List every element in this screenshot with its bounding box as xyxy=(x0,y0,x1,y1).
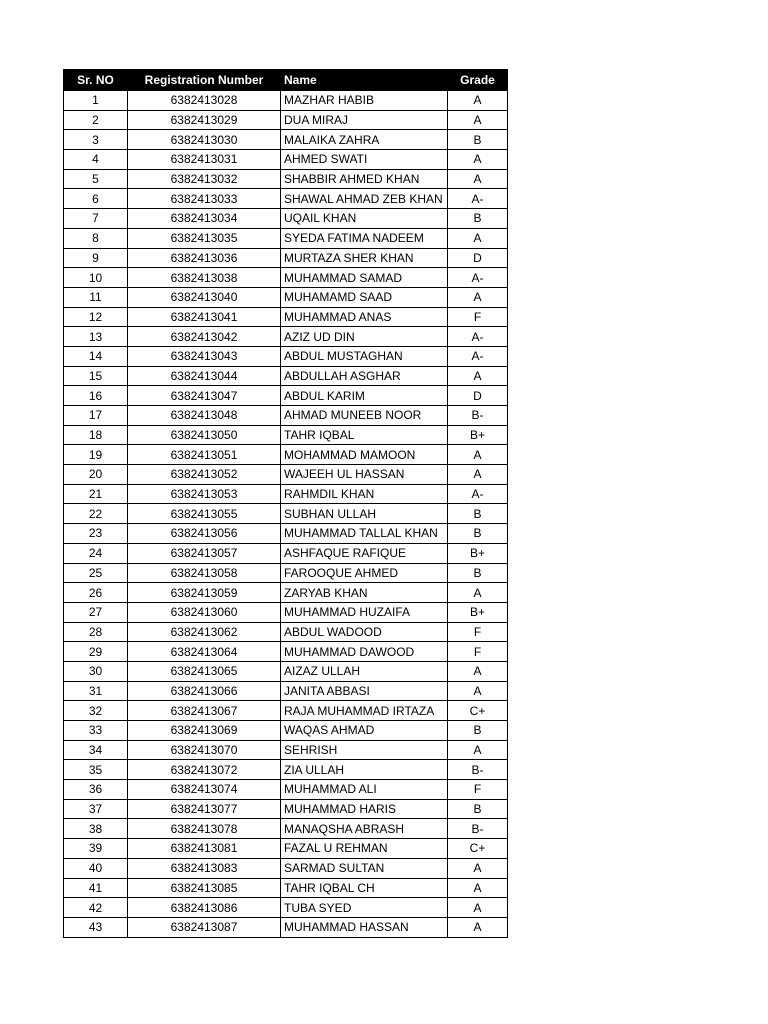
sr-no-cell: 36 xyxy=(64,780,128,800)
sr-no-cell: 32 xyxy=(64,701,128,721)
name-cell: SUBHAN ULLAH xyxy=(281,504,448,524)
name-cell: JANITA ABBASI xyxy=(281,681,448,701)
registration-number-cell: 6382413083 xyxy=(128,858,281,878)
grade-cell: B xyxy=(448,130,508,150)
registration-number-cell: 6382413042 xyxy=(128,327,281,347)
grade-cell: F xyxy=(448,642,508,662)
grade-cell: A xyxy=(448,110,508,130)
sr-no-cell: 15 xyxy=(64,366,128,386)
name-cell: MUHAMMAD ALI xyxy=(281,780,448,800)
table-row xyxy=(64,721,508,741)
name-cell: AZIZ UD DIN xyxy=(281,327,448,347)
name-cell: MUHAMAMD SAAD xyxy=(281,287,448,307)
sr-no-cell: 3 xyxy=(64,130,128,150)
sr-no-cell: 5 xyxy=(64,169,128,189)
table-row xyxy=(64,248,508,268)
grade-cell: A xyxy=(448,287,508,307)
sr-no-cell: 4 xyxy=(64,150,128,170)
grade-cell: A xyxy=(448,878,508,898)
grade-cell: B xyxy=(448,504,508,524)
sr-no-cell: 13 xyxy=(64,327,128,347)
grade-cell: F xyxy=(448,780,508,800)
table-row xyxy=(64,917,508,937)
registration-number-cell: 6382413087 xyxy=(128,917,281,937)
sr-no-cell: 41 xyxy=(64,878,128,898)
name-cell: ZARYAB KHAN xyxy=(281,583,448,603)
sr-no-cell: 29 xyxy=(64,642,128,662)
table-row xyxy=(64,524,508,544)
name-cell: MAZHAR HABIB xyxy=(281,91,448,111)
table-row xyxy=(64,858,508,878)
name-cell: WAQAS AHMAD xyxy=(281,721,448,741)
sr-no-cell: 10 xyxy=(64,268,128,288)
name-cell: MALAIKA ZAHRA xyxy=(281,130,448,150)
name-cell: TAHR IQBAL CH xyxy=(281,878,448,898)
registration-number-cell: 6382413078 xyxy=(128,819,281,839)
table-row xyxy=(64,465,508,485)
name-cell: MUHAMMAD SAMAD xyxy=(281,268,448,288)
sr-no-cell: 9 xyxy=(64,248,128,268)
table-row xyxy=(64,445,508,465)
registration-number-cell: 6382413030 xyxy=(128,130,281,150)
grade-cell: A xyxy=(448,583,508,603)
table-row xyxy=(64,681,508,701)
name-cell: SEHRISH xyxy=(281,740,448,760)
name-cell: TUBA SYED xyxy=(281,898,448,918)
table-row xyxy=(64,484,508,504)
name-cell: MUHAMMAD HARIS xyxy=(281,799,448,819)
table-row xyxy=(64,327,508,347)
sr-no-cell: 1 xyxy=(64,91,128,111)
table-row xyxy=(64,583,508,603)
grade-cell: B xyxy=(448,563,508,583)
table-row xyxy=(64,701,508,721)
grade-cell: A xyxy=(448,898,508,918)
grade-cell: A xyxy=(448,150,508,170)
sr-no-cell: 16 xyxy=(64,386,128,406)
table-row xyxy=(64,386,508,406)
name-cell: SYEDA FATIMA NADEEM xyxy=(281,228,448,248)
sr-no-cell: 8 xyxy=(64,228,128,248)
sr-no-cell: 34 xyxy=(64,740,128,760)
name-cell: SHAWAL AHMAD ZEB KHAN xyxy=(281,189,448,209)
name-cell: ABDULLAH ASGHAR xyxy=(281,366,448,386)
grade-cell: A- xyxy=(448,327,508,347)
name-cell: AIZAZ ULLAH xyxy=(281,661,448,681)
sr-no-cell: 14 xyxy=(64,346,128,366)
table-body xyxy=(64,91,508,938)
name-cell: MUHAMMAD TALLAL KHAN xyxy=(281,524,448,544)
registration-number-cell: 6382413066 xyxy=(128,681,281,701)
sr-no-cell: 39 xyxy=(64,839,128,859)
grade-cell: B xyxy=(448,209,508,229)
sr-no-cell: 7 xyxy=(64,209,128,229)
registration-number-cell: 6382413081 xyxy=(128,839,281,859)
name-cell: RAJA MUHAMMAD IRTAZA xyxy=(281,701,448,721)
name-cell: MUHAMMAD HUZAIFA xyxy=(281,602,448,622)
sr-no-cell: 18 xyxy=(64,425,128,445)
grade-cell: A xyxy=(448,228,508,248)
table-row xyxy=(64,169,508,189)
registration-number-cell: 6382413028 xyxy=(128,91,281,111)
table-row xyxy=(64,150,508,170)
grade-cell: A xyxy=(448,917,508,937)
name-cell: MUHAMMAD HASSAN xyxy=(281,917,448,937)
grade-cell: B- xyxy=(448,406,508,426)
grade-cell: A xyxy=(448,740,508,760)
grade-cell: A- xyxy=(448,484,508,504)
sr-no-cell: 33 xyxy=(64,721,128,741)
registration-number-cell: 6382413056 xyxy=(128,524,281,544)
name-cell: TAHR IQBAL xyxy=(281,425,448,445)
sr-no-cell: 12 xyxy=(64,307,128,327)
registration-number-cell: 6382413036 xyxy=(128,248,281,268)
sr-no-cell: 28 xyxy=(64,622,128,642)
table-row xyxy=(64,878,508,898)
name-cell: ABDUL MUSTAGHAN xyxy=(281,346,448,366)
sr-no-cell: 21 xyxy=(64,484,128,504)
name-cell: AHMAD MUNEEB NOOR xyxy=(281,406,448,426)
registration-number-cell: 6382413057 xyxy=(128,543,281,563)
grade-cell: A xyxy=(448,91,508,111)
table-row xyxy=(64,307,508,327)
table-row xyxy=(64,110,508,130)
sr-no-cell: 35 xyxy=(64,760,128,780)
grade-cell: C+ xyxy=(448,839,508,859)
sr-no-cell: 42 xyxy=(64,898,128,918)
header-row xyxy=(64,70,508,91)
grade-cell: A- xyxy=(448,346,508,366)
table-row xyxy=(64,346,508,366)
table-row xyxy=(64,622,508,642)
registration-number-cell: 6382413052 xyxy=(128,465,281,485)
name-cell: ABDUL KARIM xyxy=(281,386,448,406)
grade-cell: D xyxy=(448,248,508,268)
registration-number-cell: 6382413050 xyxy=(128,425,281,445)
sr-no-cell: 40 xyxy=(64,858,128,878)
registration-number-cell: 6382413041 xyxy=(128,307,281,327)
table-row xyxy=(64,268,508,288)
grade-cell: A xyxy=(448,445,508,465)
sr-no-cell: 24 xyxy=(64,543,128,563)
grade-cell: A- xyxy=(448,189,508,209)
registration-number-cell: 6382413058 xyxy=(128,563,281,583)
sr-no-cell: 25 xyxy=(64,563,128,583)
name-cell: AHMED SWATI xyxy=(281,150,448,170)
grade-cell: A xyxy=(448,366,508,386)
sr-no-cell: 38 xyxy=(64,819,128,839)
table-row xyxy=(64,819,508,839)
registration-number-cell: 6382413029 xyxy=(128,110,281,130)
grade-cell: B+ xyxy=(448,602,508,622)
header-registration-number: Registration Number xyxy=(128,70,281,91)
grade-cell: B+ xyxy=(448,425,508,445)
registration-number-cell: 6382413077 xyxy=(128,799,281,819)
name-cell: SHABBIR AHMED KHAN xyxy=(281,169,448,189)
registration-number-cell: 6382413033 xyxy=(128,189,281,209)
sr-no-cell: 43 xyxy=(64,917,128,937)
table-row xyxy=(64,189,508,209)
registration-number-cell: 6382413044 xyxy=(128,366,281,386)
table-row xyxy=(64,287,508,307)
name-cell: FAROOQUE AHMED xyxy=(281,563,448,583)
name-cell: ZIA ULLAH xyxy=(281,760,448,780)
sr-no-cell: 17 xyxy=(64,406,128,426)
registration-number-cell: 6382413062 xyxy=(128,622,281,642)
sr-no-cell: 31 xyxy=(64,681,128,701)
registration-number-cell: 6382413043 xyxy=(128,346,281,366)
registration-number-cell: 6382413047 xyxy=(128,386,281,406)
registration-number-cell: 6382413074 xyxy=(128,780,281,800)
sr-no-cell: 11 xyxy=(64,287,128,307)
name-cell: MANAQSHA ABRASH xyxy=(281,819,448,839)
name-cell: ASHFAQUE RAFIQUE xyxy=(281,543,448,563)
registration-number-cell: 6382413072 xyxy=(128,760,281,780)
grade-cell: B xyxy=(448,799,508,819)
header-name: Name xyxy=(281,70,448,91)
grade-cell: B- xyxy=(448,819,508,839)
table-row xyxy=(64,661,508,681)
sr-no-cell: 6 xyxy=(64,189,128,209)
registration-number-cell: 6382413055 xyxy=(128,504,281,524)
name-cell: MUHAMMAD DAWOOD xyxy=(281,642,448,662)
grade-cell: A xyxy=(448,858,508,878)
registration-number-cell: 6382413085 xyxy=(128,878,281,898)
registration-number-cell: 6382413040 xyxy=(128,287,281,307)
table-row xyxy=(64,602,508,622)
grade-cell: B xyxy=(448,524,508,544)
registration-number-cell: 6382413031 xyxy=(128,150,281,170)
table-row xyxy=(64,760,508,780)
name-cell: RAHMDIL KHAN xyxy=(281,484,448,504)
sr-no-cell: 27 xyxy=(64,602,128,622)
registration-number-cell: 6382413059 xyxy=(128,583,281,603)
registration-number-cell: 6382413053 xyxy=(128,484,281,504)
name-cell: DUA MIRAJ xyxy=(281,110,448,130)
header-sr-no: Sr. NO xyxy=(64,70,128,91)
table-row xyxy=(64,406,508,426)
name-cell: MURTAZA SHER KHAN xyxy=(281,248,448,268)
grade-cell: B+ xyxy=(448,543,508,563)
registration-number-cell: 6382413064 xyxy=(128,642,281,662)
name-cell: MUHAMMAD ANAS xyxy=(281,307,448,327)
table-row xyxy=(64,799,508,819)
grade-cell: A xyxy=(448,169,508,189)
header-grade: Grade xyxy=(448,70,508,91)
grade-cell: A xyxy=(448,681,508,701)
table-row xyxy=(64,209,508,229)
name-cell: FAZAL U REHMAN xyxy=(281,839,448,859)
registration-number-cell: 6382413032 xyxy=(128,169,281,189)
registration-number-cell: 6382413038 xyxy=(128,268,281,288)
sr-no-cell: 2 xyxy=(64,110,128,130)
table-row xyxy=(64,642,508,662)
grade-cell: A- xyxy=(448,268,508,288)
table-row xyxy=(64,898,508,918)
grade-cell: A xyxy=(448,465,508,485)
table-row xyxy=(64,425,508,445)
name-cell: MOHAMMAD MAMOON xyxy=(281,445,448,465)
registration-number-cell: 6382413051 xyxy=(128,445,281,465)
grade-cell: B xyxy=(448,721,508,741)
sr-no-cell: 30 xyxy=(64,661,128,681)
grade-cell: D xyxy=(448,386,508,406)
sr-no-cell: 20 xyxy=(64,465,128,485)
name-cell: UQAIL KHAN xyxy=(281,209,448,229)
grade-cell: B- xyxy=(448,760,508,780)
table-row xyxy=(64,563,508,583)
grades-table xyxy=(63,69,508,938)
table-row xyxy=(64,740,508,760)
table-row xyxy=(64,366,508,386)
name-cell: SARMAD SULTAN xyxy=(281,858,448,878)
table-row xyxy=(64,504,508,524)
table-row xyxy=(64,839,508,859)
sr-no-cell: 37 xyxy=(64,799,128,819)
table-row xyxy=(64,91,508,111)
sr-no-cell: 26 xyxy=(64,583,128,603)
registration-number-cell: 6382413034 xyxy=(128,209,281,229)
registration-number-cell: 6382413048 xyxy=(128,406,281,426)
sr-no-cell: 23 xyxy=(64,524,128,544)
registration-number-cell: 6382413070 xyxy=(128,740,281,760)
grade-cell: F xyxy=(448,622,508,642)
registration-number-cell: 6382413067 xyxy=(128,701,281,721)
registration-number-cell: 6382413069 xyxy=(128,721,281,741)
registration-number-cell: 6382413065 xyxy=(128,661,281,681)
name-cell: WAJEEH UL HASSAN xyxy=(281,465,448,485)
sr-no-cell: 22 xyxy=(64,504,128,524)
table-row xyxy=(64,228,508,248)
grade-cell: A xyxy=(448,661,508,681)
registration-number-cell: 6382413060 xyxy=(128,602,281,622)
registration-number-cell: 6382413086 xyxy=(128,898,281,918)
table-row xyxy=(64,780,508,800)
grade-cell: C+ xyxy=(448,701,508,721)
table-row xyxy=(64,130,508,150)
name-cell: ABDUL WADOOD xyxy=(281,622,448,642)
registration-number-cell: 6382413035 xyxy=(128,228,281,248)
table-row xyxy=(64,543,508,563)
sr-no-cell: 19 xyxy=(64,445,128,465)
grade-cell: F xyxy=(448,307,508,327)
